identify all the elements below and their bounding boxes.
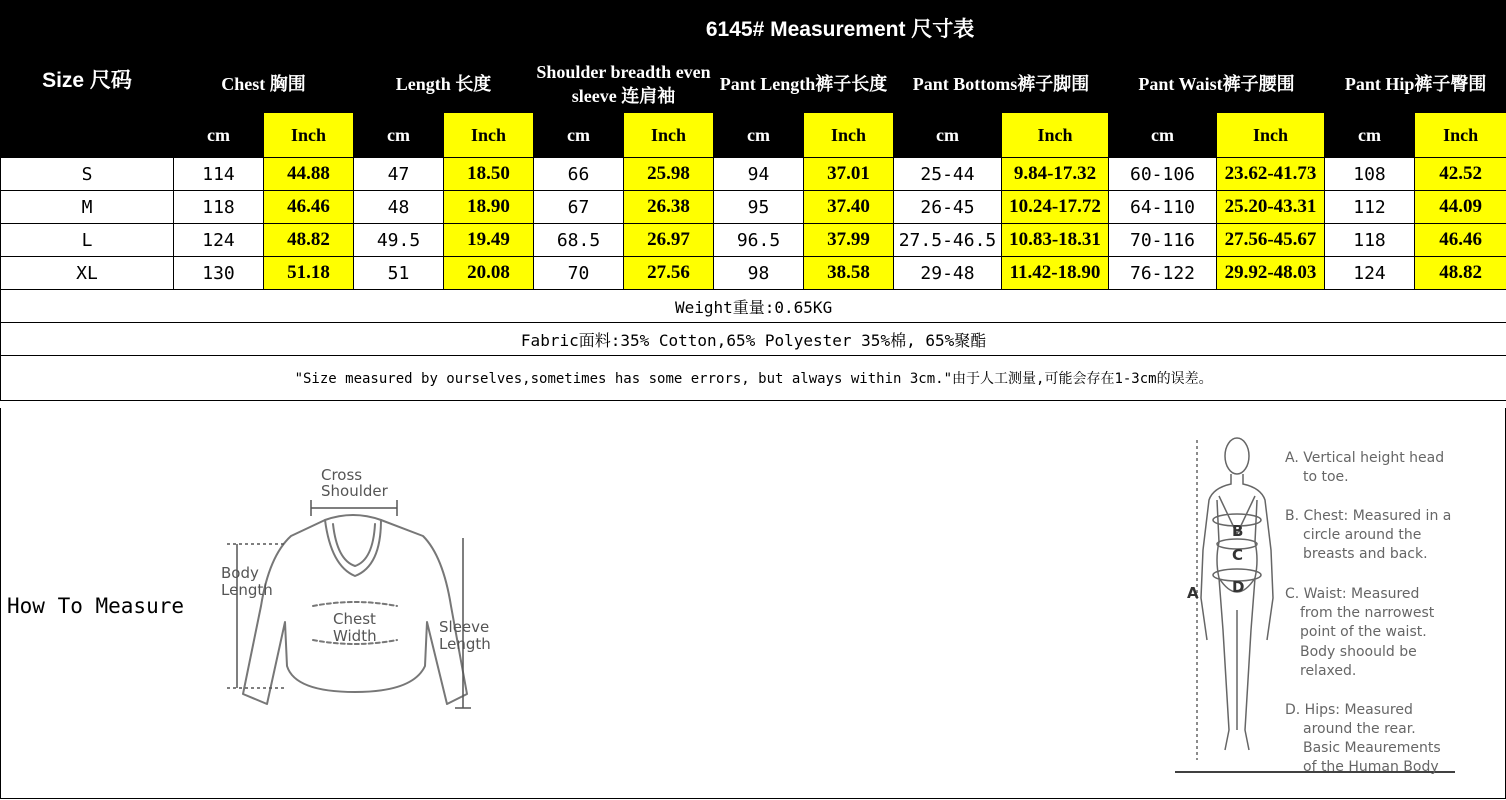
column-header: Length 长度 — [354, 56, 534, 113]
unit-cm-header: cm — [1109, 113, 1217, 158]
sleeve-length-label-1: Sleeve — [439, 618, 490, 636]
note-b-2: circle around the — [1303, 527, 1422, 543]
inch-value-cell: 18.90 — [444, 191, 534, 224]
note-d-2: around the rear. — [1303, 721, 1416, 737]
table-row — [1, 224, 1506, 257]
inch-value-cell: 42.52 — [1415, 158, 1506, 191]
cross-shoulder-label-1: Cross — [321, 466, 363, 484]
inch-value-cell: 23.62-41.73 — [1217, 158, 1325, 191]
inch-value-cell: 27.56-45.67 — [1217, 224, 1325, 257]
unit-cm-header: cm — [354, 113, 444, 158]
note-a-2: to toe. — [1303, 469, 1349, 485]
unit-inch-header: Inch — [264, 113, 354, 158]
inch-value-cell: 44.09 — [1415, 191, 1506, 224]
body-length-label-2: Length — [221, 581, 273, 599]
cm-value-cell: 70-116 — [1109, 224, 1217, 257]
note-c-3: point of the waist. — [1300, 624, 1427, 640]
table-row — [1, 257, 1506, 290]
cm-value-cell: 26-45 — [894, 191, 1002, 224]
cm-value-cell: 94 — [714, 158, 804, 191]
inch-value-cell: 27.56 — [624, 257, 714, 290]
cm-value-cell: 124 — [174, 224, 264, 257]
inch-value-cell: 26.97 — [624, 224, 714, 257]
sweater-collar-inner — [333, 524, 375, 566]
body-diagram — [1173, 430, 1473, 778]
inch-value-cell: 37.99 — [804, 224, 894, 257]
table-row — [1, 158, 1506, 191]
unit-header-row — [1, 113, 1506, 158]
cross-shoulder-label-2: Shoulder — [321, 482, 388, 500]
table-body — [1, 158, 1506, 290]
cm-value-cell: 70 — [534, 257, 624, 290]
cm-value-cell: 98 — [714, 257, 804, 290]
cm-value-cell: 68.5 — [534, 224, 624, 257]
note-a-1: A. Vertical height head — [1285, 450, 1445, 466]
cm-value-cell: 118 — [1325, 224, 1415, 257]
size-cell: XL — [1, 257, 174, 290]
size-cell: L — [1, 224, 174, 257]
cm-value-cell: 112 — [1325, 191, 1415, 224]
inch-value-cell: 29.92-48.03 — [1217, 257, 1325, 290]
unit-inch-header: Inch — [444, 113, 534, 158]
how-to-measure-label: How To Measure — [7, 594, 185, 618]
note-c-2: from the narrowest — [1300, 605, 1435, 621]
cm-value-cell: 130 — [174, 257, 264, 290]
mark-b: B — [1232, 522, 1244, 540]
body-length-label-1: Body — [221, 564, 259, 582]
head-outline — [1225, 438, 1249, 474]
unit-cm-header: cm — [534, 113, 624, 158]
unit-cm-header: cm — [1325, 113, 1415, 158]
inch-value-cell: 37.40 — [804, 191, 894, 224]
column-header: Pant Waist裤子腰围 — [1109, 56, 1325, 113]
note-d-3: Basic Meaurements — [1303, 740, 1441, 756]
cm-value-cell: 60-106 — [1109, 158, 1217, 191]
cm-value-cell: 95 — [714, 191, 804, 224]
size-cell: S — [1, 158, 174, 191]
column-header: Chest 胸围 — [174, 56, 354, 113]
inch-value-cell: 20.08 — [444, 257, 534, 290]
mark-d: D — [1232, 578, 1245, 596]
cm-value-cell: 51 — [354, 257, 444, 290]
note-b-3: breasts and back. — [1303, 546, 1428, 562]
note-row: "Size measured by ourselves,sometimes has some errors, but always within 3cm."由于人工测量,可能会存在1-3cm的误差。 — [1, 356, 1506, 401]
inch-value-cell: 37.01 — [804, 158, 894, 191]
cm-value-cell: 114 — [174, 158, 264, 191]
sweater-diagram — [213, 466, 513, 716]
cm-value-cell: 96.5 — [714, 224, 804, 257]
inch-value-cell: 9.84-17.32 — [1002, 158, 1109, 191]
size-header: Size 尺码 — [1, 1, 174, 158]
unit-inch-header: Inch — [1415, 113, 1506, 158]
chest-width-label-1: Chest — [333, 610, 376, 628]
column-header: Pant Length裤子长度 — [714, 56, 894, 113]
inch-value-cell: 44.88 — [264, 158, 354, 191]
inch-value-cell: 26.38 — [624, 191, 714, 224]
inch-value-cell: 25.98 — [624, 158, 714, 191]
unit-inch-header: Inch — [1002, 113, 1109, 158]
unit-inch-header: Inch — [624, 113, 714, 158]
group-header-row — [1, 56, 1506, 113]
size-cell: M — [1, 191, 174, 224]
mark-c: C — [1232, 546, 1244, 564]
column-header: Shoulder breadth even sleeve 连肩袖 — [534, 56, 714, 113]
how-to-measure-panel — [0, 408, 1506, 799]
unit-inch-header: Inch — [1217, 113, 1325, 158]
unit-cm-header: cm — [174, 113, 264, 158]
chest-width-label-2: Width — [333, 627, 377, 645]
cm-value-cell: 47 — [354, 158, 444, 191]
table-row — [1, 191, 1506, 224]
cm-value-cell: 27.5-46.5 — [894, 224, 1002, 257]
note-c-1: C. Waist: Measured — [1285, 586, 1420, 602]
inch-value-cell: 48.82 — [264, 224, 354, 257]
inch-value-cell: 11.42-18.90 — [1002, 257, 1109, 290]
inch-value-cell: 10.83-18.31 — [1002, 224, 1109, 257]
note-c-4: Body shoould be — [1300, 644, 1417, 660]
cm-value-cell: 76-122 — [1109, 257, 1217, 290]
note-b-1: B. Chest: Measured in a — [1285, 508, 1452, 524]
mark-a: A — [1187, 584, 1199, 602]
column-header: Pant Hip裤子臀围 — [1325, 56, 1506, 113]
note-d-1: D. Hips: Measured — [1285, 702, 1413, 718]
cm-value-cell: 64-110 — [1109, 191, 1217, 224]
cm-value-cell: 48 — [354, 191, 444, 224]
weight-row: Weight重量:0.65KG — [1, 290, 1506, 323]
inch-value-cell: 51.18 — [264, 257, 354, 290]
fabric-row: Fabric面料:35% Cotton,65% Polyester 35%棉, 65%聚酯 — [1, 323, 1506, 356]
inch-value-cell: 10.24-17.72 — [1002, 191, 1109, 224]
cm-value-cell: 108 — [1325, 158, 1415, 191]
cm-value-cell: 118 — [174, 191, 264, 224]
inch-value-cell: 48.82 — [1415, 257, 1506, 290]
note-c-5: relaxed. — [1300, 663, 1357, 679]
sleeve-length-label-2: Length — [439, 635, 491, 653]
unit-inch-header: Inch — [804, 113, 894, 158]
cm-value-cell: 49.5 — [354, 224, 444, 257]
cm-value-cell: 29-48 — [894, 257, 1002, 290]
inch-value-cell: 19.49 — [444, 224, 534, 257]
unit-cm-header: cm — [714, 113, 804, 158]
cm-value-cell: 25-44 — [894, 158, 1002, 191]
inch-value-cell: 38.58 — [804, 257, 894, 290]
inch-value-cell: 18.50 — [444, 158, 534, 191]
inch-value-cell: 25.20-43.31 — [1217, 191, 1325, 224]
unit-cm-header: cm — [894, 113, 1002, 158]
cm-value-cell: 67 — [534, 191, 624, 224]
inch-value-cell: 46.46 — [264, 191, 354, 224]
note-d-4: of the Human Body — [1303, 759, 1439, 775]
inch-value-cell: 46.46 — [1415, 224, 1506, 257]
chart-title: 6145# Measurement 尺寸表 — [174, 1, 1506, 56]
cm-value-cell: 124 — [1325, 257, 1415, 290]
cm-value-cell: 66 — [534, 158, 624, 191]
column-header: Pant Bottoms裤子脚围 — [894, 56, 1109, 113]
